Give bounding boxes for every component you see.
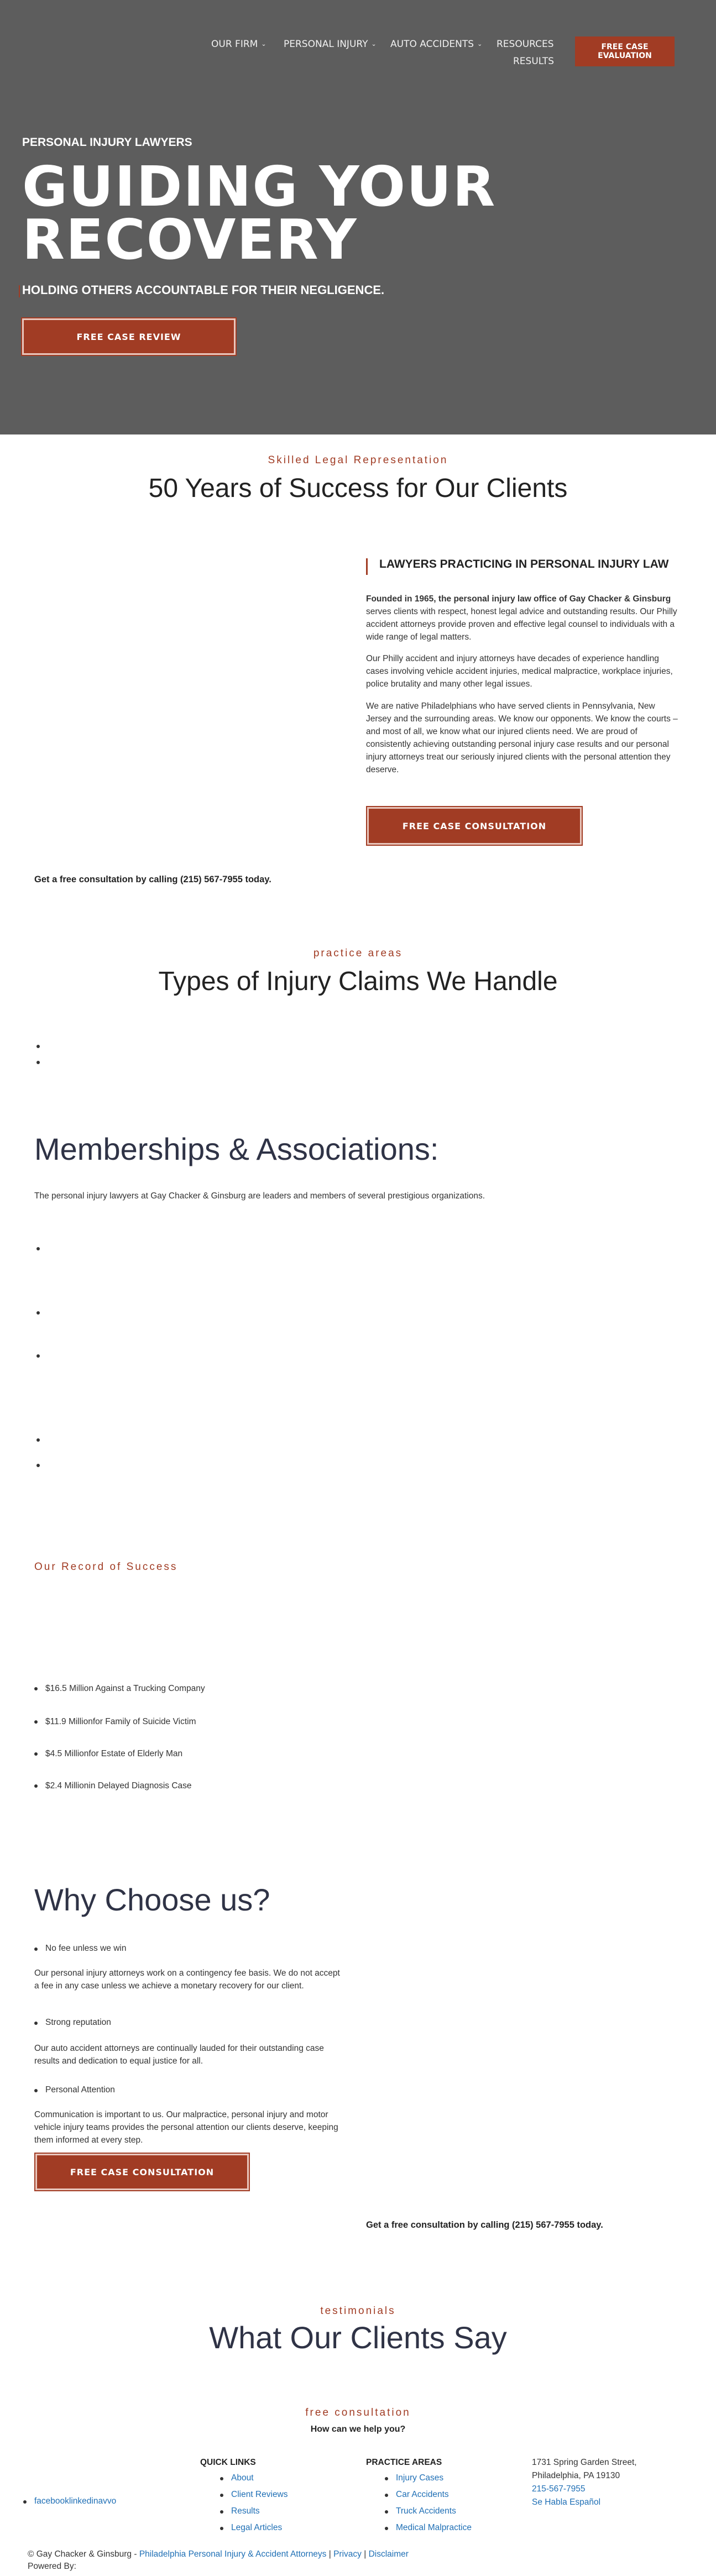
nav-our-firm[interactable] [211,39,266,50]
consult-eyebrow: free consultation [305,2407,411,2418]
footer-link-legal-articles[interactable]: Legal Articles [231,2523,283,2532]
practice-list-item [36,1061,40,1064]
practice-areas-title: PRACTICE AREAS [366,2458,442,2467]
intro-paragraph-2: Our Philly accident and injury attorneys have decades of experience handling cases involving vehicle accident injuries, medical malpractice, workplace injuries, police brutality and many other legal issues. [366,654,673,689]
cta-text [598,43,652,60]
why-item: Strong reputation [45,2018,111,2027]
nav-label: AUTO ACCIDENTS [390,39,474,50]
hero-title-line-2: RECOVERY [22,207,358,272]
nav-resources[interactable] [497,39,554,50]
free-case-evaluation-button[interactable] [575,36,675,66]
result-item: $2.4 Millionin Delayed Diagnosis Case [45,1778,206,1794]
footer-link-medical-malpractice[interactable]: Medical Malpractice [396,2523,472,2532]
quick-links-title: QUICK LINKS [200,2458,256,2467]
memberships-text: The personal injury lawyers at Gay Chacker & Ginsburg are leaders and members of several prestigious organizations. [34,1191,485,1201]
membership-list-item [36,1438,40,1442]
practice-title: Types of Injury Claims We Handle [158,967,558,996]
nav-label: OUR FIRM [211,39,258,50]
hero-eyebrow: PERSONAL INJURY LAWYERS [22,136,192,149]
practice-list-item [36,1045,40,1048]
why-text-2: Our auto accident attorneys are continually lauded for their outstanding case results and dedication to equal justice for all. [34,2044,324,2066]
intro-paragraph-1 [366,593,681,643]
intro-paragraph-1-bold: Founded in 1965, the personal injury law office of Gay Chacker & Ginsburg [366,594,671,604]
powered-by: Powered By: [28,2562,76,2571]
nav-auto-accidents[interactable] [390,39,482,50]
hero-subtitle: HOLDING OTHERS ACCOUNTABLE FOR THEIR NEGLIGENCE. [22,283,385,297]
law-heading: LAWYERS PRACTICING IN PERSONAL INJURY LAW [379,558,669,570]
call-line: Get a free consultation by calling (215) 567-7955 today. [34,875,271,884]
cta-line-1: FREE CASE [601,43,649,51]
memberships-title: Memberships & Associations: [34,1132,439,1166]
address-line-2: Philadelphia, PA 19130 [532,2471,620,2480]
chevron-down-icon: ⌄ [477,40,483,48]
testimonials-title: What Our Clients Say [209,2320,507,2355]
why-text-3: Communication is important to us. Our malpractice, personal injury and motor vehicle injury teams provides the personal attention our clients deserve, keeping them informed at every step. [34,2110,338,2145]
privacy-link[interactable]: Privacy [333,2549,362,2559]
address-line-1: 1731 Spring Garden Street, [532,2458,637,2467]
result-item: $4.5 Millionfor Estate of Elderly Man [45,1746,206,1762]
copyright-text: © Gay Chacker & Ginsburg - [28,2549,137,2559]
membership-list-item [36,1354,40,1358]
testimonials-eyebrow: testimonials [320,2305,396,2317]
nav-label: RESOURCES [497,39,554,50]
social-links[interactable]: facebooklinkedinavvo [34,2496,117,2506]
why-item: Personal Attention [45,2085,115,2095]
consult-question: How can we help you? [310,2425,406,2434]
result-item: $11.9 Millionfor Family of Suicide Victim [45,1714,206,1730]
membership-list-item [36,1247,40,1250]
free-case-consultation-button[interactable]: FREE CASE CONSULTATION [367,807,582,845]
phone-link[interactable]: 215-567-7955 [532,2484,586,2494]
footer-link-about[interactable]: About [231,2473,254,2483]
membership-list-item [36,1311,40,1315]
call-line: Get a free consultation by calling (215) 567-7955 today. [366,2220,603,2230]
intro-paragraph-1-rest: serves clients with respect, honest legal advice and outstanding results. Our Philly accident attorneys provide proven and effective legal counsel to individuals with a wide range of legal matters. [366,607,677,642]
free-case-consultation-button[interactable]: FREE CASE CONSULTATION [35,2154,249,2190]
spanish-link[interactable]: Se Habla Español [532,2498,601,2507]
practice-eyebrow: practice areas [313,947,403,959]
nav-label: RESULTS [513,56,555,67]
separator: | [328,2549,331,2559]
chevron-down-icon: ⌄ [261,40,266,48]
nav-results[interactable] [513,56,554,67]
hero-title-line-1: GUIDING YOUR [22,154,497,219]
intro-title: 50 Years of Success for Our Clients [148,474,568,503]
cta-line-2: EVALUATION [598,51,652,60]
result-item: $16.5 Million Against a Trucking Company [45,1680,206,1697]
copyright-line [28,2549,409,2559]
free-case-review-button[interactable]: FREE CASE REVIEW [22,318,236,355]
accent-bar [366,558,368,575]
record-eyebrow: Our Record of Success [34,1561,178,1573]
footer-link-truck-accidents[interactable]: Truck Accidents [396,2506,456,2516]
footer-link-car-accidents[interactable]: Car Accidents [396,2490,449,2499]
copyright-link[interactable]: Philadelphia Personal Injury & Accident Attorneys [139,2549,327,2559]
hero-title [22,154,520,272]
footer-link-results[interactable]: Results [231,2506,260,2516]
accent-bar [19,285,20,297]
separator: | [364,2549,367,2559]
intro-eyebrow: Skilled Legal Representation [268,454,448,466]
footer-link-client-reviews[interactable]: Client Reviews [231,2490,288,2499]
chevron-down-icon: ⌄ [371,40,377,48]
why-text-1: Our personal injury attorneys work on a contingency fee basis. We do not accept a fee in any case unless we achieve a monetary recovery for our client. [34,1968,340,1991]
disclaimer-link[interactable]: Disclaimer [368,2549,409,2559]
why-title: Why Choose us? [34,1882,270,1917]
membership-list-item [36,1464,40,1467]
why-item: No fee unless we win [45,1944,127,1953]
nav-personal-injury[interactable] [284,39,377,50]
intro-paragraph-3: We are native Philadelphians who have served clients in Pennsylvania, New Jersey and the surrounding areas. We know our opponents. We know the courts – and most of all, we know what our injured clients need. We are proud of consistently achieving outstanding personal injury case results and our personal injury attorneys treat our seriously injured clients with the personal attention they deserve. [366,701,678,774]
footer-link-injury-cases[interactable]: Injury Cases [396,2473,444,2483]
nav-label: PERSONAL INJURY [284,39,368,50]
